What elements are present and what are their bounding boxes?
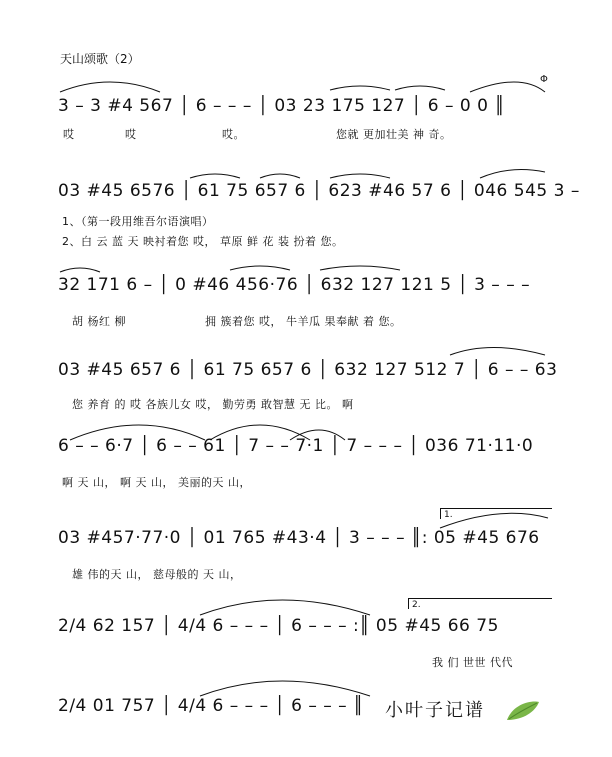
- lyric-row-7: 我 们 世世 代代: [432, 656, 513, 669]
- lyric-row-1d: 您就 更加壮美 神 奇。: [336, 128, 452, 141]
- score-row-7: 2/4 62 157 │ 4/4 6 – – – │ 6 – – – :║ 05 #45 66 75: [58, 616, 499, 636]
- lyric-row-3b: 拥 簇着您 哎， 牛羊瓜 果奉献 着 您。: [205, 315, 402, 328]
- volta-first: 1.: [440, 508, 552, 519]
- score-row-4: 03 #45 657 6 │ 61 75 657 6 │ 632 127 512 7 │ 6 – – 63: [58, 360, 558, 380]
- lyric-row-3a: 胡 杨红 柳: [72, 315, 126, 328]
- lyric-row-2a: 1、（第一段用维吾尔语演唱）: [62, 215, 214, 228]
- lyric-row-2b: 2、白 云 蓝 天 映衬着您 哎， 草原 鲜 花 装 扮着 您。: [62, 235, 344, 248]
- lyric-row-4: 您 养育 的 哎 各族儿女 哎， 勤劳勇 敢智慧 无 比。 啊: [72, 398, 354, 411]
- score-row-1: 3 – 3 #4 567 │ 6 – – – │ 03 23 175 127 │ 6 – 0 0 ║: [58, 96, 506, 116]
- lyric-row-6: 雄 伟的天 山， 慈母般的 天 山，: [72, 568, 242, 581]
- score-row-3: 32 171 6 – │ 0 #46 456·76 │ 632 127 121 5 │ 3 – – –: [58, 275, 531, 295]
- score-row-2: 03 #45 6576 │ 61 75 657 6 │ 623 #46 57 6 │ 046 545 3 –: [58, 181, 580, 201]
- lyric-row-1b: 哎: [125, 128, 137, 141]
- score-row-8: 2/4 01 757 │ 4/4 6 – – – │ 6 – – – ║: [58, 696, 364, 716]
- page-title: 天山颂歌（2）: [60, 52, 140, 66]
- volta-second: 2.: [408, 598, 552, 609]
- watermark-text: 小叶子记谱: [385, 700, 485, 721]
- lyric-row-1c: 哎。: [222, 128, 245, 141]
- lyric-row-1a: 哎: [63, 128, 75, 141]
- coda-mark: Φ: [540, 74, 548, 85]
- leaf-icon: [505, 700, 541, 722]
- score-row-6: 03 #457·77·0 │ 01 765 #43·4 │ 3 – – – ║: 05 #45 676: [58, 528, 540, 548]
- lyric-row-5: 啊 天 山， 啊 天 山， 美丽的天 山，: [62, 476, 251, 489]
- score-row-5: 6 – – 6·7 │ 6 – – 61 │ 7 – – 7·1 │ 7 – – – │ 036 71·11·0: [58, 436, 534, 456]
